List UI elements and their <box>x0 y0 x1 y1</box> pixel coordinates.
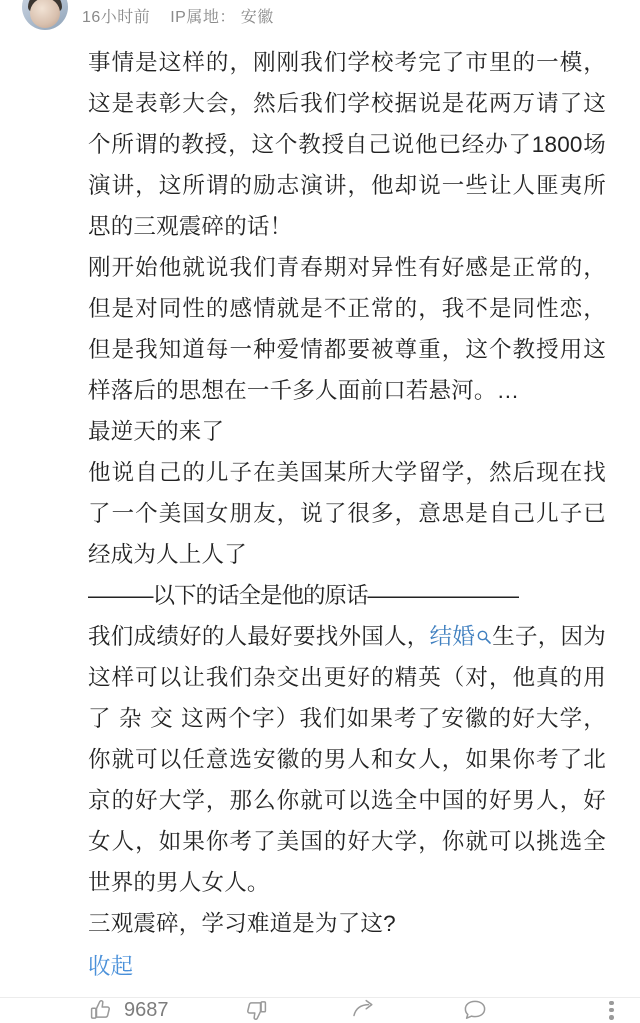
paragraph-1: 事情是这样的，刚刚我们学校考完了市里的一模，这是表彰大会，然后我们学校据说是花两万请了这个所谓的教授，这个教授自己说他已经办了1800场演讲，这所谓的励志演讲，他却说一些让人匪夷所思的三观震碎的话！ <box>88 50 606 239</box>
post-time: 16小时前 <box>82 9 151 26</box>
like-button[interactable] <box>88 997 169 1023</box>
dislike-button[interactable] <box>243 997 279 1023</box>
post-meta <box>82 4 274 27</box>
more-dot-1 <box>609 1001 614 1006</box>
ip-location: 安徽 <box>240 9 274 26</box>
paragraph-5: ———以下的话全是他的原话——————— <box>88 583 519 608</box>
paragraph-4: 他说自己的儿子在美国某所大学留学，然后现在找了一个美国女朋友，说了很多，意思是自己儿子已经成为人上人了 <box>88 460 606 567</box>
paragraph-6-after: 生子，因为这样可以让我们杂交出更好的精英（对，他真的用了 杂 交 这两个字）我们如果考了安徽的好大学，你就可以任意选安徽的男人和女人，如果你考了北京的好大学，那么你就可以选全中国的好男人，好女人，如果你考了美国的好大学，你就可以挑选全世界的男人女人。 <box>88 624 606 895</box>
search-icon[interactable] <box>476 629 492 645</box>
paragraph-7: 三观震碎，学习难道是为了这? <box>88 911 396 936</box>
ip-label: IP属地： <box>170 9 236 26</box>
more-dot-3 <box>609 1015 614 1020</box>
collapse-toggle[interactable]: 收起 <box>88 954 134 979</box>
more-options-icon[interactable] <box>609 1001 614 1020</box>
post-header <box>0 0 640 36</box>
action-bar <box>0 997 640 1023</box>
paragraph-6-before: 我们成绩好的人最好要找外国人， <box>88 624 430 649</box>
avatar-hair <box>28 0 62 12</box>
share-button[interactable] <box>351 997 389 1023</box>
paragraph-3: 最逆天的来了 <box>88 419 225 444</box>
like-count: 9687 <box>124 998 169 1021</box>
share-arrow-icon[interactable] <box>351 997 379 1023</box>
avatar[interactable] <box>22 0 68 30</box>
keyword-link-marriage[interactable]: 结婚 <box>429 624 476 649</box>
comment-button[interactable] <box>461 997 499 1023</box>
thumbs-down-icon[interactable] <box>243 997 269 1023</box>
post-content <box>0 36 640 944</box>
thumbs-up-icon[interactable] <box>88 997 114 1023</box>
paragraph-6 <box>88 616 606 903</box>
comment-bubble-icon[interactable] <box>461 997 489 1023</box>
more-dot-2 <box>609 1008 614 1013</box>
paragraph-2: 刚开始他就说我们青春期对异性有好感是正常的，但是对同性的感情就是不正常的，我不是同性恋，但是我知道每一种爱情都要被尊重，这个教授用这样落后的思想在一千多人面前口若悬河。… <box>88 255 606 403</box>
action-bar-topline <box>0 997 640 998</box>
